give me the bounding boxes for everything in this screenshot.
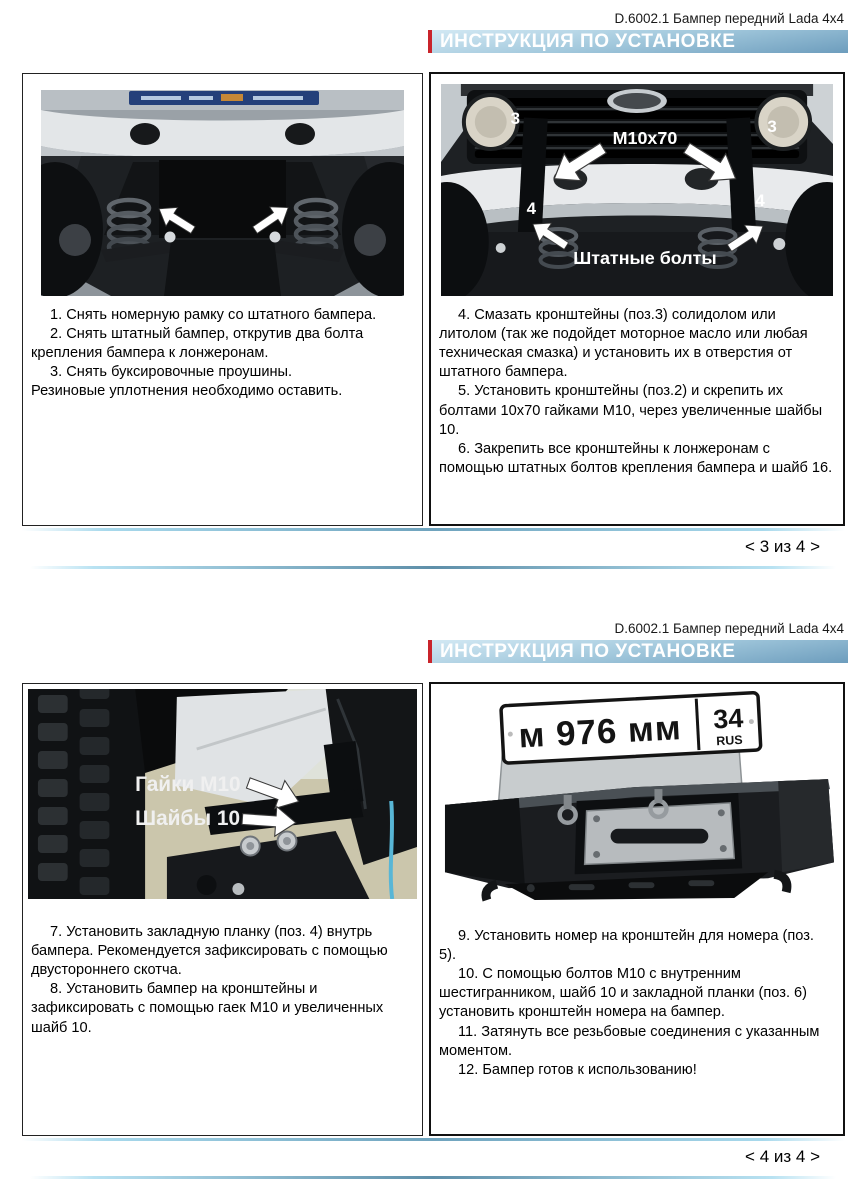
step-paragraph: 11. Затянуть все резьбовые соединения с указанным моментом. xyxy=(439,1023,820,1059)
step-paragraph: 1. Снять номерную рамку со штатного бампера. xyxy=(50,307,377,323)
footer-divider xyxy=(30,566,836,569)
label-stock-bolts: Штатные болты xyxy=(573,247,717,269)
step-paragraph: 12. Бампер готов к использованию! xyxy=(458,1061,697,1078)
label-pos-3-left: 3 xyxy=(510,108,521,129)
photo-closeup-art xyxy=(28,689,417,899)
page-4-block xyxy=(0,610,848,1200)
steps-4-6 xyxy=(439,306,833,478)
install-banner xyxy=(428,30,848,53)
plate-number: м 976 мм xyxy=(517,709,683,756)
step-paragraph: 4. Смазать кронштейны (поз.3) солидолом или литолом (так же подойдет моторное масло или любая техническая смазка) и установить их в отверстия от штатного бампера. xyxy=(439,307,808,381)
photo-brackets-art xyxy=(441,84,833,296)
photo-underside-before xyxy=(41,90,404,296)
step-paragraph: 9. Установить номер на кронштейн для номера (поз. 5). xyxy=(439,928,814,964)
photo-underside-before-art xyxy=(41,90,404,296)
label-m10x70: М10х70 xyxy=(612,127,678,149)
label-pos-3-right: 3 xyxy=(767,116,777,137)
step-paragraph: 3. Снять буксировочные проушины. xyxy=(50,364,293,381)
banner-title: ИНСТРУКЦИЯ ПО УСТАНОВКЕ xyxy=(440,641,736,662)
banner-accent-bar xyxy=(428,30,432,53)
doc-code: D.6002.1 Бампер передний Lada 4x4 xyxy=(614,621,844,636)
step-paragraph: 5. Установить кронштейны (поз.2) и скрепить их болтами 10х70 гайками М10, через увеличенные шайбы 10. xyxy=(439,383,823,438)
step-paragraph: 6. Закрепить все кронштейны к лонжеронам с помощью штатных болтов крепления бампера и шайб 16. xyxy=(439,440,833,476)
panel-shadow xyxy=(22,528,845,531)
illustration-bumper-plate xyxy=(439,690,835,903)
label-pos-4-left: 4 xyxy=(526,198,536,219)
panel-steps-7-8 xyxy=(22,683,423,1136)
step-paragraph: Резиновые уплотнения необходимо оставить. xyxy=(31,383,343,400)
install-banner xyxy=(428,640,848,663)
panel-shadow xyxy=(22,1138,845,1141)
panel-steps-4-6 xyxy=(429,72,845,526)
doc-code: D.6002.1 Бампер передний Lada 4x4 xyxy=(614,11,844,26)
plate-country: RUS xyxy=(715,732,743,749)
step-paragraph: 7. Установить закладную планку (поз. 4) внутрь бампера. Рекомендуется зафиксировать с помощью двустороннего скотча. xyxy=(31,924,388,979)
panel-steps-1-3 xyxy=(22,73,423,526)
label-washers-10: Шайбы 10 xyxy=(135,806,241,831)
page-number: < 4 из 4 > xyxy=(745,1147,820,1166)
photo-bracket-closeup xyxy=(28,689,417,899)
illustration-art xyxy=(439,690,835,903)
steps-7-8 xyxy=(31,923,412,1038)
plate-region: 34 xyxy=(712,703,745,735)
banner-accent-bar xyxy=(428,640,432,663)
footer-divider xyxy=(30,1176,836,1179)
steps-1-3 xyxy=(31,306,412,402)
page-number: < 3 из 4 > xyxy=(745,537,820,556)
license-plate xyxy=(501,692,761,763)
step-paragraph: 8. Установить бампер на кронштейны и зафиксировать с помощью гаек М10 и увеличенных шайб 10. xyxy=(31,981,384,1036)
label-nuts-m10: Гайки М10 xyxy=(135,772,241,797)
panel-steps-9-12 xyxy=(429,682,845,1136)
step-paragraph: 10. С помощью болтов М10 с внутренним шестигранником, шайб 10 и закладной планки (поз. 6) установить кронштейн номера на бампер. xyxy=(439,966,808,1021)
steps-9-12 xyxy=(439,927,833,1080)
label-pos-4-right: 4 xyxy=(755,190,765,211)
banner-title: ИНСТРУКЦИЯ ПО УСТАНОВКЕ xyxy=(440,31,736,52)
step-paragraph: 2. Снять штатный бампер, открутив два болта крепления бампера к лонжеронам. xyxy=(31,326,364,362)
photo-brackets-installed xyxy=(441,84,833,296)
